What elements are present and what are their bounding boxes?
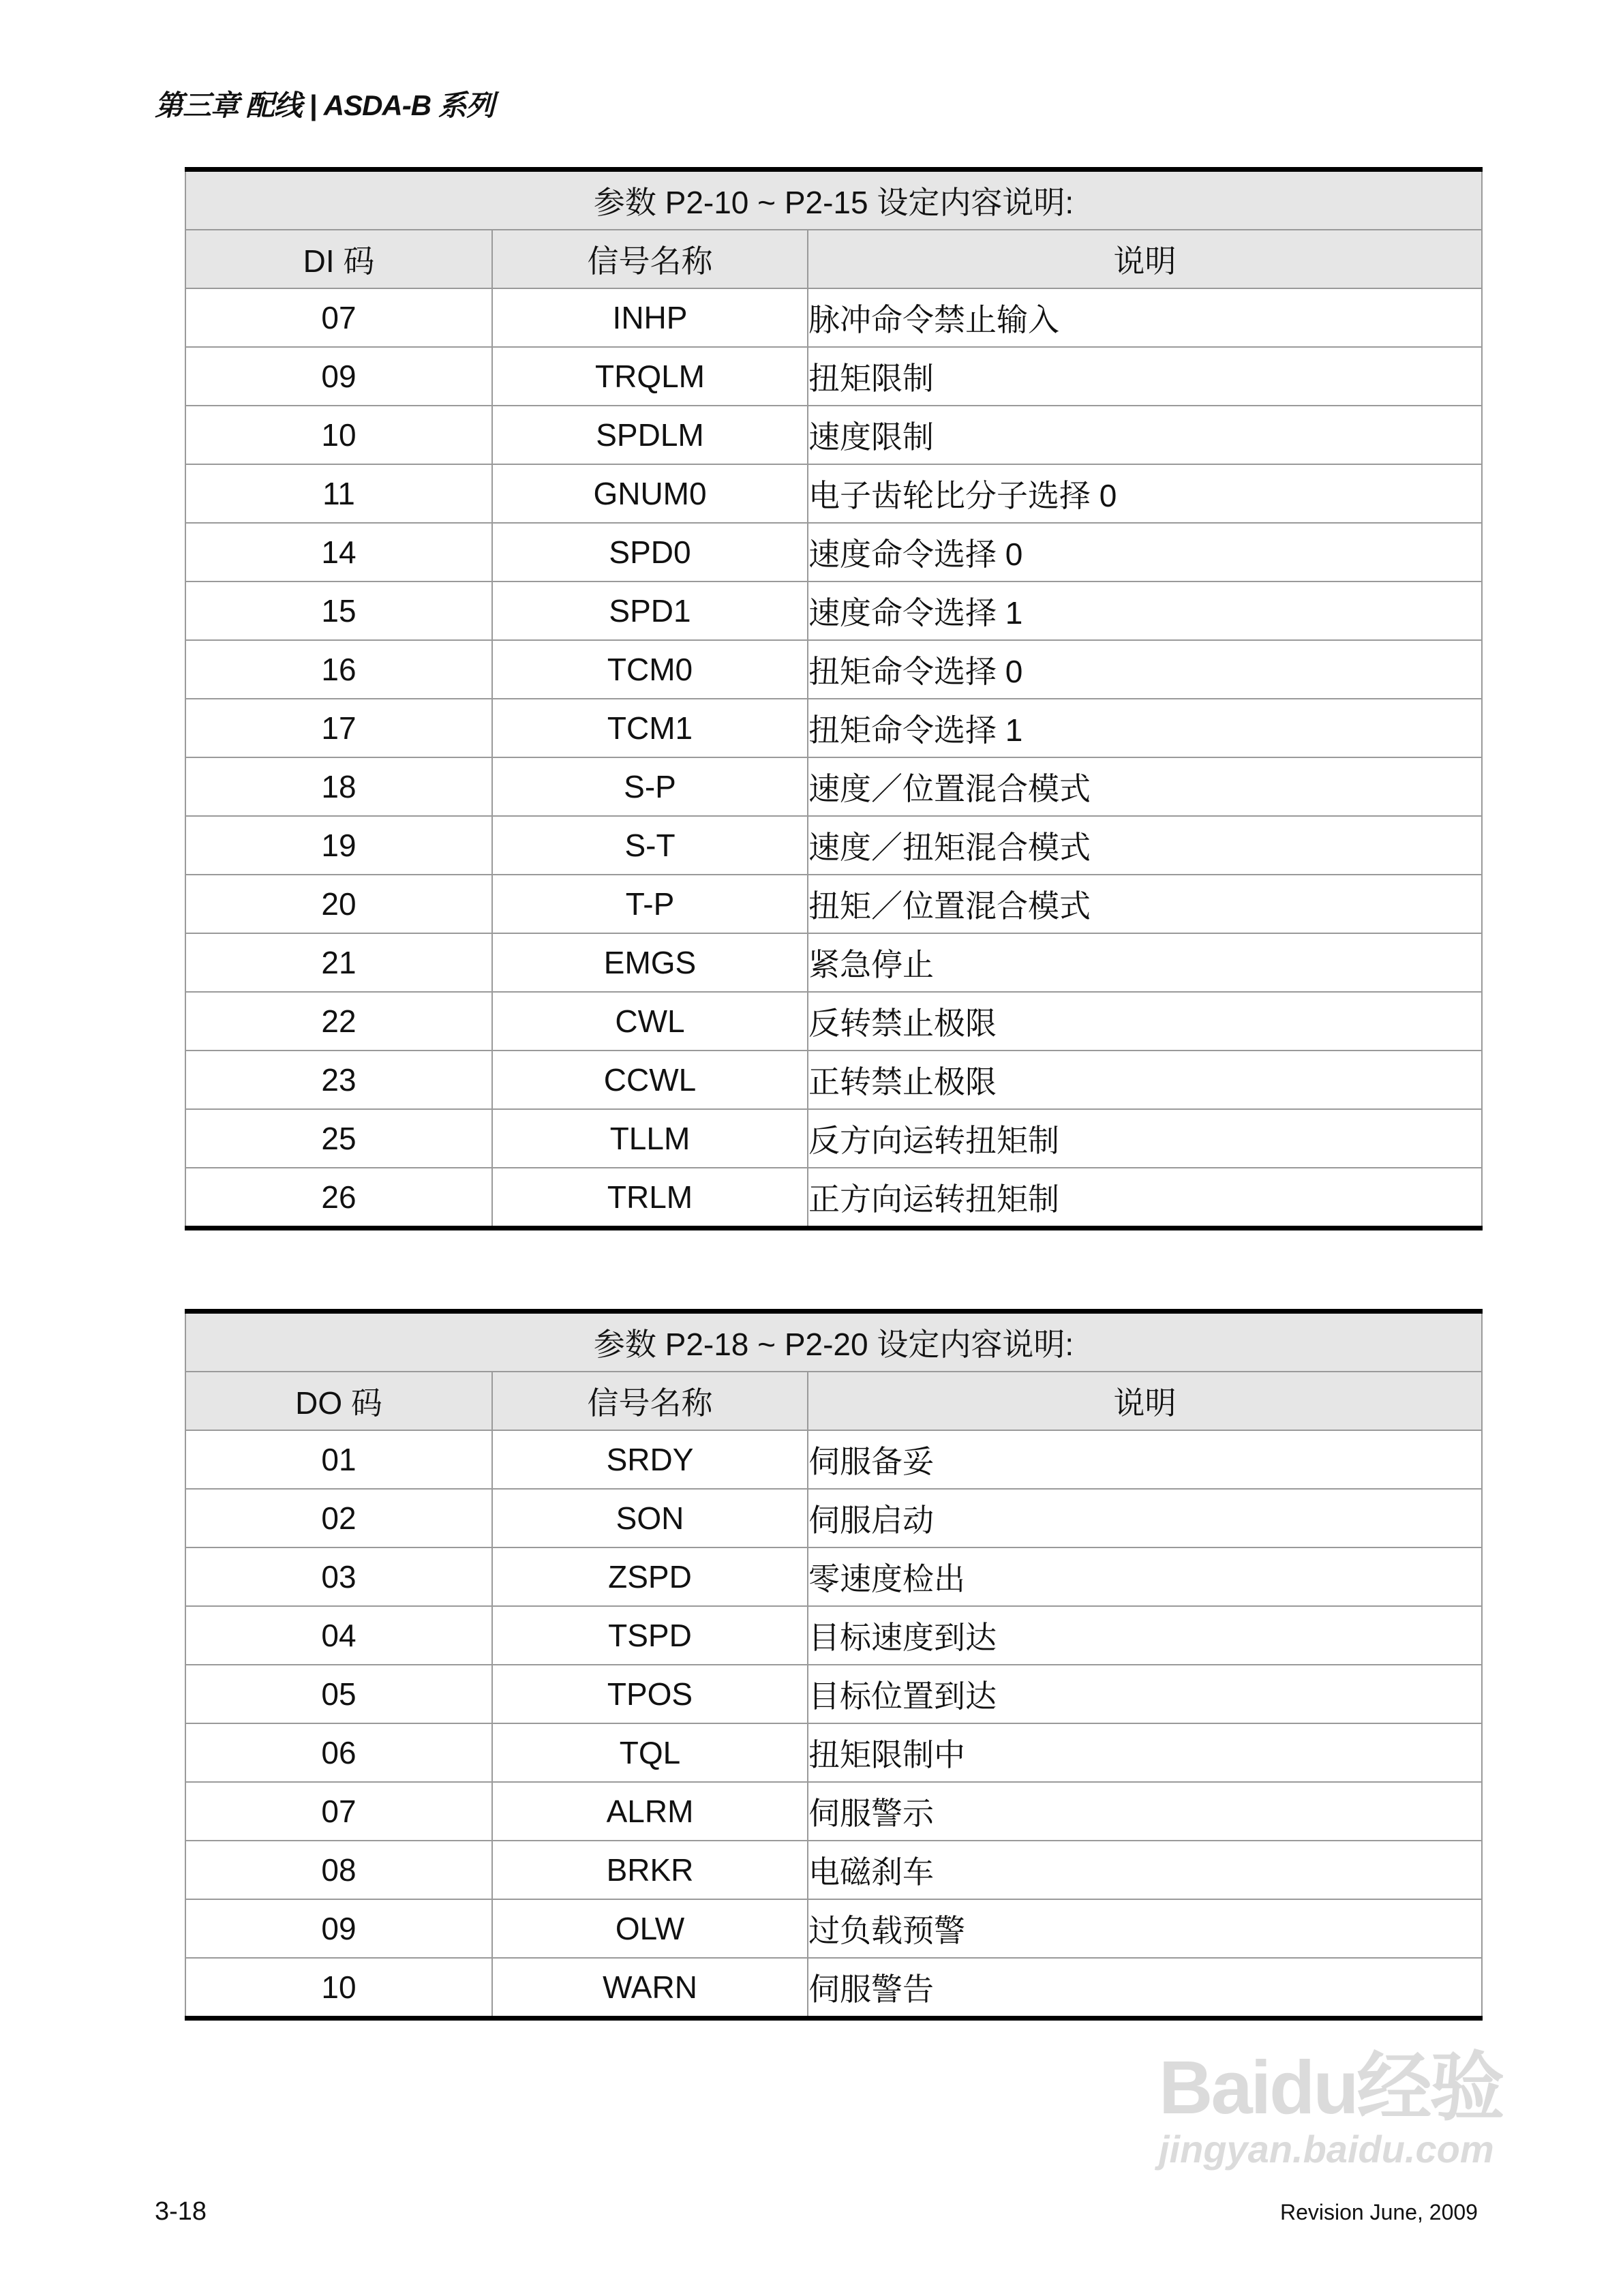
cell-code: 14 <box>185 523 492 581</box>
cell-code: 22 <box>185 992 492 1051</box>
cell-description: 电子齿轮比分子选择 0 <box>808 464 1482 523</box>
cell-signal: SPD0 <box>492 523 808 581</box>
cell-signal: SPDLM <box>492 406 808 464</box>
cell-description: 速度／扭矩混合模式 <box>808 816 1482 875</box>
cell-signal: TRQLM <box>492 347 808 406</box>
cell-description: 速度命令选择 0 <box>808 523 1482 581</box>
cell-signal: TCM0 <box>492 640 808 699</box>
cell-signal: ALRM <box>492 1782 808 1841</box>
cell-description: 伺服备妥 <box>808 1430 1482 1489</box>
table-row <box>185 581 1482 640</box>
table-row <box>185 1168 1482 1228</box>
cell-signal: TLLM <box>492 1109 808 1168</box>
column-header-signal: 信号名称 <box>492 230 808 288</box>
cell-code: 07 <box>185 1782 492 1841</box>
table-row <box>185 757 1482 816</box>
table-title: 参数 P2-18 ~ P2-20 设定内容说明: <box>185 1312 1482 1372</box>
cell-code: 20 <box>185 875 492 933</box>
cell-code: 15 <box>185 581 492 640</box>
cell-signal: CWL <box>492 992 808 1051</box>
cell-description: 速度限制 <box>808 406 1482 464</box>
di-code-table <box>185 167 1483 1230</box>
cell-code: 21 <box>185 933 492 992</box>
table-row <box>185 699 1482 757</box>
cell-description: 伺服警示 <box>808 1782 1482 1841</box>
column-header-signal: 信号名称 <box>492 1372 808 1430</box>
cell-description: 反方向运转扭矩制 <box>808 1109 1482 1168</box>
cell-code: 19 <box>185 816 492 875</box>
watermark-url: jingyan.baidu.com <box>1159 2128 1494 2171</box>
do-code-table <box>185 1309 1483 2021</box>
cell-signal: TQL <box>492 1723 808 1782</box>
table-row <box>185 1051 1482 1109</box>
watermark-brand: Baidu经验 <box>1159 2046 1503 2130</box>
cell-description: 紧急停止 <box>808 933 1482 992</box>
column-header-code: DO 码 <box>185 1372 492 1430</box>
table-row <box>185 640 1482 699</box>
cell-code: 09 <box>185 347 492 406</box>
cell-signal: TPOS <box>492 1665 808 1723</box>
cell-description: 速度／位置混合模式 <box>808 757 1482 816</box>
table-row <box>185 1430 1482 1489</box>
cell-signal: BRKR <box>492 1841 808 1899</box>
cell-description: 扭矩命令选择 1 <box>808 699 1482 757</box>
table-row <box>185 464 1482 523</box>
table-row <box>185 875 1482 933</box>
cell-code: 03 <box>185 1547 492 1606</box>
table-row <box>185 1547 1482 1606</box>
column-header-code: DI 码 <box>185 230 492 288</box>
cell-description: 扭矩限制中 <box>808 1723 1482 1782</box>
table-row <box>185 816 1482 875</box>
cell-signal: S-T <box>492 816 808 875</box>
cell-description: 目标位置到达 <box>808 1665 1482 1723</box>
table-row <box>185 1606 1482 1665</box>
cell-signal: OLW <box>492 1899 808 1958</box>
cell-signal: SPD1 <box>492 581 808 640</box>
cell-description: 伺服警告 <box>808 1958 1482 2019</box>
cell-description: 伺服启动 <box>808 1489 1482 1547</box>
cell-code: 16 <box>185 640 492 699</box>
table-row <box>185 288 1482 347</box>
table-title: 参数 P2-10 ~ P2-15 设定内容说明: <box>185 170 1482 230</box>
cell-code: 11 <box>185 464 492 523</box>
cell-code: 26 <box>185 1168 492 1228</box>
cell-signal: WARN <box>492 1958 808 2019</box>
cell-code: 08 <box>185 1841 492 1899</box>
cell-signal: TCM1 <box>492 699 808 757</box>
cell-description: 过负载预警 <box>808 1899 1482 1958</box>
cell-code: 17 <box>185 699 492 757</box>
cell-signal: TSPD <box>492 1606 808 1665</box>
cell-description: 零速度检出 <box>808 1547 1482 1606</box>
cell-code: 23 <box>185 1051 492 1109</box>
cell-description: 扭矩命令选择 0 <box>808 640 1482 699</box>
cell-code: 07 <box>185 288 492 347</box>
cell-code: 01 <box>185 1430 492 1489</box>
cell-signal: ZSPD <box>492 1547 808 1606</box>
cell-code: 04 <box>185 1606 492 1665</box>
cell-description: 目标速度到达 <box>808 1606 1482 1665</box>
table-row <box>185 1109 1482 1168</box>
page-number: 3-18 <box>155 2197 207 2226</box>
table-row <box>185 406 1482 464</box>
cell-code: 06 <box>185 1723 492 1782</box>
cell-code: 09 <box>185 1899 492 1958</box>
cell-description: 扭矩／位置混合模式 <box>808 875 1482 933</box>
cell-signal: SON <box>492 1489 808 1547</box>
cell-code: 05 <box>185 1665 492 1723</box>
cell-code: 02 <box>185 1489 492 1547</box>
column-header-description: 说明 <box>808 230 1482 288</box>
table-row <box>185 1489 1482 1547</box>
table-row <box>185 1723 1482 1782</box>
cell-code: 10 <box>185 1958 492 2019</box>
table-row <box>185 1899 1482 1958</box>
table-row <box>185 992 1482 1051</box>
table-row <box>185 1782 1482 1841</box>
cell-signal: TRLM <box>492 1168 808 1228</box>
cell-signal: SRDY <box>492 1430 808 1489</box>
cell-signal: S-P <box>492 757 808 816</box>
cell-description: 扭矩限制 <box>808 347 1482 406</box>
revision-note: Revision June, 2009 <box>1280 2200 1478 2224</box>
cell-description: 电磁刹车 <box>808 1841 1482 1899</box>
cell-code: 10 <box>185 406 492 464</box>
cell-description: 脉冲命令禁止输入 <box>808 288 1482 347</box>
cell-signal: EMGS <box>492 933 808 992</box>
cell-signal: GNUM0 <box>492 464 808 523</box>
table-row <box>185 933 1482 992</box>
cell-description: 速度命令选择 1 <box>808 581 1482 640</box>
cell-code: 18 <box>185 757 492 816</box>
table-row <box>185 1665 1482 1723</box>
cell-description: 正转禁止极限 <box>808 1051 1482 1109</box>
cell-description: 正方向运转扭矩制 <box>808 1168 1482 1228</box>
table-row <box>185 347 1482 406</box>
cell-signal: T-P <box>492 875 808 933</box>
cell-code: 25 <box>185 1109 492 1168</box>
baidu-watermark <box>1159 2046 1503 2172</box>
cell-signal: INHP <box>492 288 808 347</box>
table-row <box>185 1841 1482 1899</box>
column-header-description: 说明 <box>808 1372 1482 1430</box>
table-row <box>185 1958 1482 2019</box>
cell-signal: CCWL <box>492 1051 808 1109</box>
cell-description: 反转禁止极限 <box>808 992 1482 1051</box>
table-row <box>185 523 1482 581</box>
running-header: 第三章 配线 | ASDA-B 系列 <box>155 89 494 121</box>
